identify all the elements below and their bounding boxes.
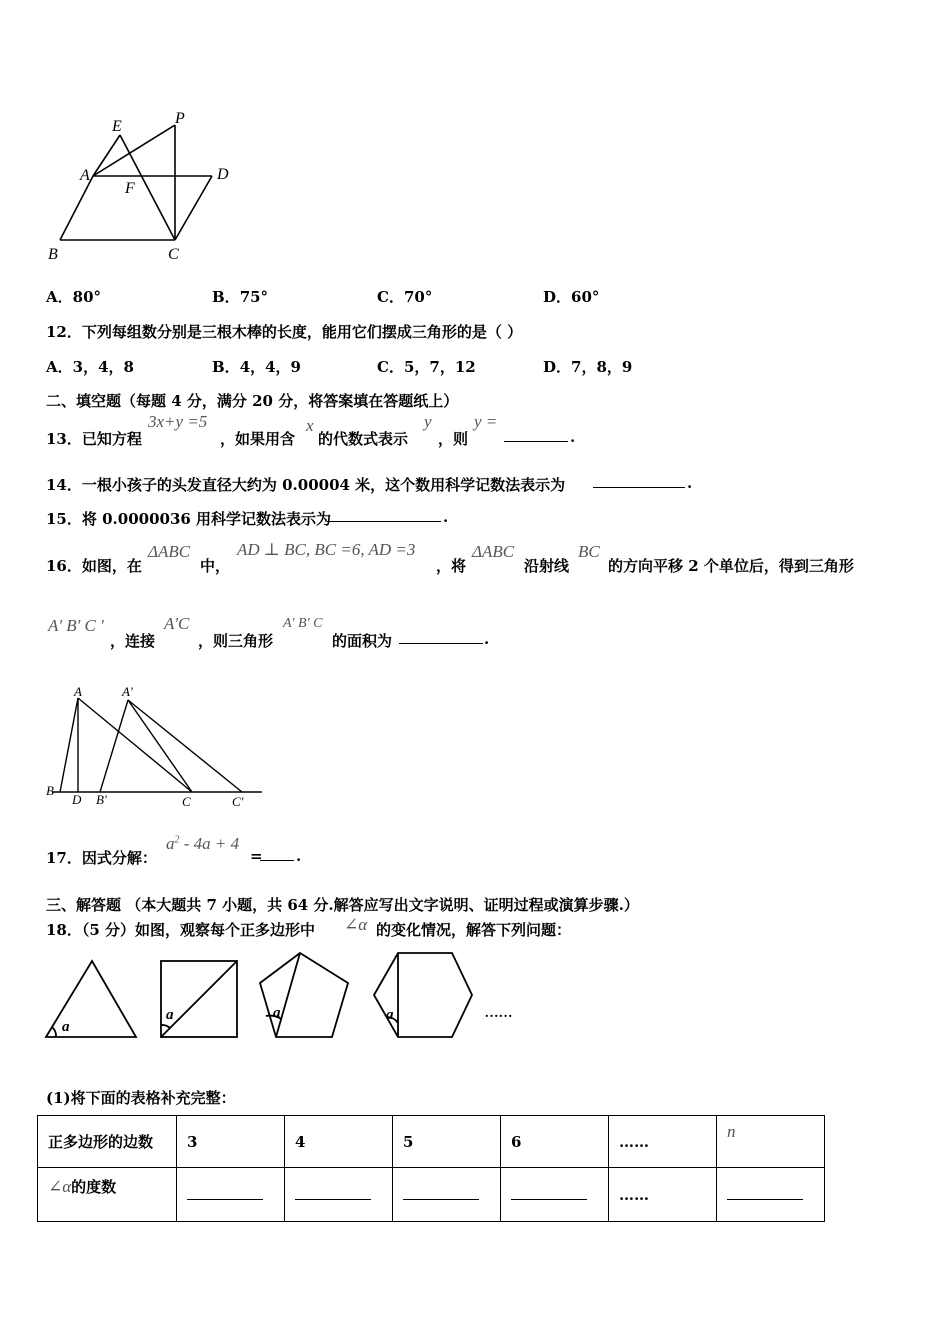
q16-ac: A'C xyxy=(164,614,190,633)
table-cell: 6 xyxy=(501,1116,609,1168)
fig16-label-B: B xyxy=(46,783,54,798)
q16-p1: 16．如图，在 xyxy=(46,557,142,575)
q18-sub1: (1)将下面的表格补充完整： xyxy=(46,1089,236,1107)
q17-p1: 17．因式分解： xyxy=(46,849,157,867)
q13-y: y xyxy=(424,412,432,431)
q13-answer-blank[interactable] xyxy=(504,427,568,446)
q18-table xyxy=(37,1115,825,1222)
q17-eq: = xyxy=(250,847,263,865)
label-D: D xyxy=(217,166,229,183)
table-answer-blank[interactable] xyxy=(501,1168,609,1222)
q16-p3: ，将 xyxy=(436,557,467,575)
q18-alpha: ∠α xyxy=(344,915,368,934)
label-B: B xyxy=(48,246,58,263)
q16-p2: 中， xyxy=(200,557,231,575)
q16-p8: 的面积为 xyxy=(332,632,393,650)
q11-option-a: A．80° xyxy=(46,288,102,306)
q13-p1: 13．已知方程 xyxy=(46,430,142,448)
angle-label-hexagon: a xyxy=(386,1007,394,1023)
section2-title: 二、填空题（每题 4 分，满分 20 分，将答案填在答题纸上） xyxy=(46,392,459,410)
q12-option-a: A．3，4，8 xyxy=(46,358,134,376)
q18-figure-ellipsis: …… xyxy=(485,1006,513,1021)
table-row xyxy=(38,1116,825,1168)
q16-end: . xyxy=(484,630,490,648)
q18-polygons-figure xyxy=(40,945,540,1045)
q13-p3: 的代数式表示 xyxy=(318,430,409,448)
q16-condition: AD ⊥ BC, BC =6, AD =3 xyxy=(237,540,416,559)
q15-answer-blank[interactable] xyxy=(327,507,441,526)
q13-p2: ，如果用含 xyxy=(220,430,296,448)
q11-option-b: B．75° xyxy=(212,288,269,306)
q14-answer-blank[interactable] xyxy=(593,473,685,492)
q18-p2: 的变化情况，解答下列问题： xyxy=(376,921,572,939)
q12-option-b: B．4，4，9 xyxy=(212,358,301,376)
q16-p4: 沿射线 xyxy=(524,557,570,575)
table-cell: 5 xyxy=(393,1116,501,1168)
q13-x: x xyxy=(306,416,314,435)
fig16-label-C: C xyxy=(182,794,191,809)
fig16-label-A: A xyxy=(74,684,82,699)
table-cell-n: n xyxy=(717,1116,825,1168)
angle-label-pentagon: a xyxy=(273,1005,281,1021)
angle-label-triangle: a xyxy=(62,1019,70,1035)
q13-equation: 3x+y =5 xyxy=(148,412,208,431)
label-F: F xyxy=(125,180,135,197)
q14-text: 14．一根小孩子的头发直径大约为 0.00004 米，这个数用科学记数法表示为 xyxy=(46,476,566,494)
q16-bc: BC xyxy=(578,542,600,561)
table-cell: 3 xyxy=(177,1116,285,1168)
table-cell-header: ∠α的度数 xyxy=(38,1168,177,1222)
fig16-label-A2: A' xyxy=(122,684,133,699)
q13-y-eq: y = xyxy=(474,412,498,431)
q15-text: 15．将 0.0000036 用科学记数法表示为 xyxy=(46,510,332,528)
table-cell: …… xyxy=(609,1116,717,1168)
table-answer-blank[interactable] xyxy=(393,1168,501,1222)
q16-triangle-abc: ΔABC xyxy=(148,542,191,561)
q11-option-c: C．70° xyxy=(377,288,433,306)
q11-option-d: D．60° xyxy=(543,288,600,306)
q15-end: . xyxy=(443,508,449,526)
table-answer-blank[interactable] xyxy=(177,1168,285,1222)
q16-p7: ，则三角形 xyxy=(198,632,274,650)
label-A: A xyxy=(80,167,90,184)
q13-p4: ，则 xyxy=(438,430,469,448)
q18-p1: 18．（5 分）如图，观察每个正多边形中 xyxy=(46,921,316,939)
table-cell: …… xyxy=(609,1168,717,1222)
fig16-label-B2: B' xyxy=(96,792,107,807)
q12-option-c: C．5，7，12 xyxy=(377,358,476,376)
q16-triangle-a1b1c1: A' B' C ' xyxy=(48,616,104,635)
q17-expression: $a^2 - 4a + 4$ xyxy=(166,834,240,853)
angle-label-square: a xyxy=(166,1007,174,1023)
label-C: C xyxy=(168,246,179,263)
table-answer-blank[interactable] xyxy=(285,1168,393,1222)
table-cell-header: 正多边形的边数 xyxy=(38,1116,177,1168)
q16-p6: ，连接 xyxy=(110,632,156,650)
section3-title: 三、解答题 （本大题共 7 小题，共 64 分.解答应写出文字说明、证明过程或演算步骤.） xyxy=(46,896,639,914)
fig16-label-C2: C' xyxy=(232,794,244,809)
q16-figure xyxy=(40,680,270,810)
q16-answer-blank[interactable] xyxy=(399,629,483,648)
q17-answer-blank[interactable] xyxy=(260,846,294,865)
table-cell: 4 xyxy=(285,1116,393,1168)
q17-end: . xyxy=(296,847,302,865)
q11-figure xyxy=(40,105,250,265)
q16-p5: 的方向平移 2 个单位后，得到三角形 xyxy=(608,557,854,575)
q16-triangle-a1b1c: A' B' C xyxy=(283,616,323,631)
q16-triangle-abc-2: ΔABC xyxy=(472,542,515,561)
label-P: P xyxy=(175,110,185,127)
q14-end: . xyxy=(687,474,693,492)
label-E: E xyxy=(112,118,122,135)
table-row xyxy=(38,1168,825,1222)
q13-end: . xyxy=(570,428,576,446)
table-answer-blank[interactable] xyxy=(717,1168,825,1222)
q12-option-d: D．7，8，9 xyxy=(543,358,633,376)
fig16-label-D: D xyxy=(72,792,82,807)
q12-stem: 12．下列每组数分别是三根木棒的长度，能用它们摆成三角形的是（ ） xyxy=(46,323,523,341)
